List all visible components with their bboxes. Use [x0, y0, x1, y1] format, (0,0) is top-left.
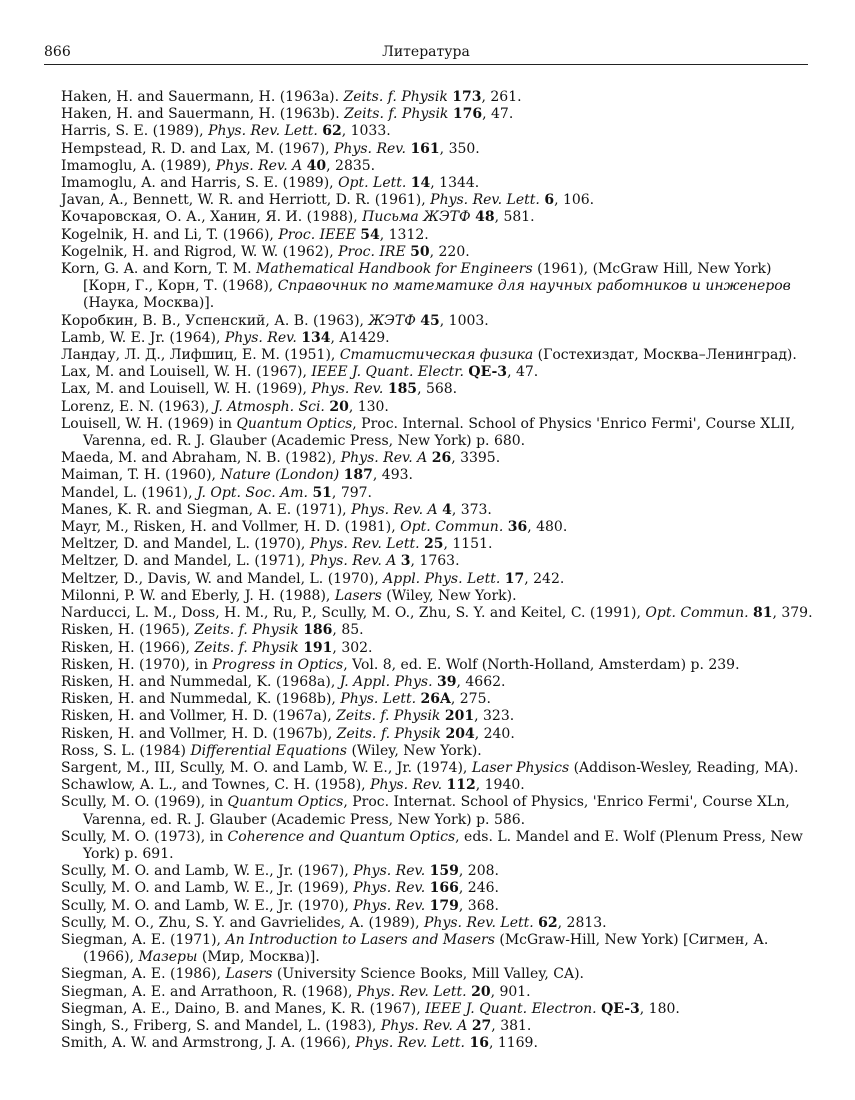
ref-title: Phys. Rev.	[334, 140, 406, 157]
ref-text: , 4662.	[456, 673, 506, 690]
ref-text: , 368.	[458, 897, 499, 914]
reference-entry	[61, 622, 813, 639]
ref-title: Письма ЖЭТФ	[362, 209, 471, 226]
ref-title: Phys. Lett.	[340, 691, 417, 708]
ref-title: Zeits. f. Physik	[336, 708, 441, 725]
ref-title: Phys. Rev.	[370, 777, 443, 794]
ref-text: Risken, H. (1970), in	[61, 656, 213, 673]
ref-title: Zeits. f. Physik	[343, 89, 448, 105]
ref-text: , 246.	[458, 880, 499, 897]
ref-title: Quantum Optics	[227, 794, 344, 811]
ref-volume: 204	[445, 725, 475, 742]
ref-text: , Proc. Internat. School of Physics, 'Enrico Fermi', Course XLn, Varenna, ed. R. J. Glauber (Academic Press, New York) p. 586.	[83, 794, 790, 828]
reference-entry	[61, 898, 813, 915]
reference-entry	[61, 794, 813, 828]
ref-volume: 3	[400, 553, 411, 570]
ref-volume: 201	[444, 708, 475, 725]
ref-volume: 39	[437, 673, 457, 690]
ref-title: Mathematical Handbook for Engineers	[256, 261, 533, 278]
reference-entry	[61, 485, 813, 502]
ref-text: , 379.	[772, 605, 813, 622]
reference-entry	[61, 1018, 813, 1035]
ref-title: Opt. Commun.	[400, 519, 504, 536]
ref-text: , 797.	[331, 484, 372, 501]
ref-text: Risken, H. and Nummedal, K. (1968a),	[61, 673, 340, 690]
ref-text: Siegman, A. E., Daino, B. and Manes, K. R. (1967),	[61, 1000, 426, 1017]
ref-title: Phys. Rev. Lett.	[355, 1035, 465, 1052]
reference-entry	[61, 1035, 813, 1052]
ref-title: Phys. Rev.	[353, 880, 426, 897]
reference-entry	[61, 605, 813, 622]
ref-text: , 381.	[491, 1017, 532, 1034]
reference-entry	[61, 467, 813, 484]
ref-volume: QE-3	[601, 1000, 640, 1017]
reference-entry	[61, 502, 813, 519]
ref-text: (Наука, Москва)].	[83, 295, 215, 312]
reference-entry	[61, 657, 813, 674]
reference-entry	[61, 1001, 813, 1018]
reference-entry	[61, 381, 813, 398]
ref-text: , 47.	[507, 364, 539, 381]
ref-volume: 26A	[420, 691, 451, 708]
ref-volume: 20	[471, 983, 491, 1000]
ref-volume: 161	[410, 140, 440, 157]
ref-title: Zeits. f. Physik	[194, 639, 299, 656]
ref-title: Phys. Rev.	[353, 897, 426, 914]
ref-title: IEEE J. Quant. Electr.	[311, 364, 464, 381]
ref-volume: 112	[446, 777, 476, 794]
ref-title: An Introduction to Lasers and Masers	[225, 931, 495, 948]
ref-text: , A1429.	[330, 329, 390, 346]
ref-text: , 1033.	[341, 123, 391, 140]
reference-list	[61, 89, 813, 1052]
ref-text: Risken, H. and Nummedal, K. (1968b),	[61, 691, 341, 708]
ref-title: Proc. IEEE	[278, 226, 356, 243]
ref-text: Kogelnik, H. and Li, T. (1966),	[61, 226, 279, 243]
reference-entry	[61, 416, 813, 450]
ref-text: , 47.	[482, 106, 514, 123]
reference-entry	[61, 777, 813, 794]
reference-entry	[61, 708, 813, 725]
ref-title: IEEE J. Quant. Electron.	[425, 1000, 597, 1017]
ref-text: , 240.	[474, 725, 515, 742]
ref-text: , 323.	[474, 708, 515, 725]
ref-volume: 25	[423, 536, 444, 553]
ref-title: Zeits. f. Physik	[344, 106, 449, 123]
ref-title: Coherence and Quantum Optics	[227, 828, 456, 845]
ref-text: , 180.	[639, 1000, 680, 1017]
ref-title: Nature (London)	[220, 467, 340, 484]
ref-volume: 54	[360, 226, 380, 243]
ref-volume: 62	[538, 914, 558, 931]
ref-text: , 480.	[527, 519, 568, 536]
ref-title: Lasers	[334, 587, 382, 604]
ref-text: Risken, H. (1966),	[61, 639, 195, 656]
reference-entry	[61, 640, 813, 657]
ref-text: Scully, M. O. and Lamb, W. E., Jr. (1969),	[61, 880, 354, 897]
ref-title: Phys. Rev. A	[351, 501, 438, 518]
ref-title: ЖЭТФ	[368, 312, 416, 329]
ref-title: Phys. Rev. A	[340, 450, 428, 467]
page-header	[44, 40, 808, 65]
reference-entry	[61, 726, 813, 743]
ref-text: , 1344.	[430, 175, 480, 192]
ref-text: , 1940.	[475, 777, 525, 794]
ref-text: Meltzer, D. and Mandel, L. (1971),	[61, 553, 310, 570]
ref-text: Lamb, W. E. Jr. (1964),	[61, 329, 225, 346]
reference-entry	[61, 399, 813, 416]
ref-text: Siegman, A. E. (1986),	[61, 966, 226, 983]
ref-text: Mandel, L. (1961),	[61, 484, 197, 501]
ref-title: Phys. Rev.	[353, 863, 426, 880]
ref-text: Коробкин, В. В., Успенский, А. В. (1963),	[61, 312, 369, 329]
reference-entry	[61, 244, 813, 261]
ref-text: Ландау, Л. Д., Лифшиц, Е. М. (1951),	[61, 347, 340, 364]
reference-entry	[61, 553, 813, 570]
ref-volume: 62	[322, 123, 342, 140]
ref-title: Quantum Optics	[236, 415, 353, 432]
reference-entry	[61, 209, 813, 226]
ref-text: , 1151.	[443, 536, 493, 553]
ref-text: Ross, S. L. (1984)	[61, 742, 191, 759]
reference-entry	[61, 106, 813, 123]
reference-entry	[61, 915, 813, 932]
ref-text: , 1763.	[410, 553, 460, 570]
ref-volume: 48	[475, 209, 495, 226]
ref-text: Scully, M. O., Zhu, S. Y. and Gavrielides, A. (1989),	[61, 914, 425, 931]
ref-text: , 106.	[554, 192, 595, 209]
ref-text: , 275.	[450, 691, 491, 708]
ref-title: Appl. Phys. Lett.	[383, 570, 501, 587]
reference-entry	[61, 158, 813, 175]
ref-text: , 1312.	[379, 226, 429, 243]
ref-title: Мазеры	[138, 949, 198, 966]
ref-title: Phys. Rev. A	[380, 1017, 468, 1034]
ref-text: Maeda, M. and Abraham, N. B. (1982),	[61, 450, 341, 467]
ref-title: Zeits. f. Physik	[194, 622, 299, 639]
ref-volume: 40	[306, 157, 327, 174]
ref-text: Maiman, T. H. (1960),	[61, 467, 221, 484]
ref-text: , 208.	[458, 863, 499, 880]
running-title: Литература	[382, 44, 470, 60]
reference-entry	[61, 519, 813, 536]
ref-text: Milonni, P. W. and Eberly, J. H. (1988),	[61, 587, 335, 604]
ref-text: (Addison-Wesley, Reading, MA).	[569, 759, 799, 776]
ref-text: Siegman, A. E. (1971),	[61, 931, 226, 948]
ref-text: (Wiley, New York).	[347, 742, 482, 759]
ref-text: (1961), (McGraw Hill, New York) [Корн, Г., Корн, Т. (1968),	[83, 261, 772, 295]
ref-volume: 166	[429, 880, 459, 897]
reference-entry	[61, 347, 813, 364]
ref-text: Narducci, L. M., Doss, H. M., Ru, P., Scully, M. O., Zhu, S. Y. and Keitel, C. (1991),	[61, 605, 646, 622]
ref-volume: 16	[469, 1035, 489, 1052]
ref-text: , 242.	[524, 570, 565, 587]
ref-volume: 134	[301, 329, 331, 346]
ref-text: Imamoglu, A. (1989),	[61, 157, 216, 174]
ref-text: , 373.	[451, 501, 492, 518]
ref-text: Risken, H. and Vollmer, H. D. (1967a),	[61, 708, 337, 725]
ref-volume: 17	[504, 570, 525, 587]
ref-text: , Vol. 8, ed. E. Wolf (North-Holland, Amsterdam) p. 239.	[343, 656, 740, 673]
reference-entry	[61, 192, 813, 209]
ref-text: , 2835.	[326, 157, 376, 174]
reference-entry	[61, 743, 813, 760]
ref-title: Opt. Commun.	[645, 605, 749, 622]
reference-entry	[61, 674, 813, 691]
ref-text: (Мир, Москва)].	[197, 949, 320, 966]
ref-volume: 186	[303, 622, 333, 639]
ref-volume: 51	[312, 484, 332, 501]
reference-entry	[61, 364, 813, 381]
ref-title: Lasers	[225, 966, 273, 983]
ref-text: , 568.	[417, 381, 458, 398]
ref-text: , 3395.	[451, 450, 501, 467]
reference-entry	[61, 571, 813, 588]
ref-text: Louisell, W. H. (1969) in	[61, 415, 237, 432]
ref-volume: 14	[410, 175, 431, 192]
reference-entry	[61, 880, 813, 897]
reference-entry	[61, 966, 813, 983]
ref-volume: 173	[452, 89, 482, 105]
ref-text: Mayr, M., Risken, H. and Vollmer, H. D. (1981),	[61, 519, 401, 536]
ref-volume: 191	[303, 639, 333, 656]
ref-text: Haken, H. and Sauermann, H. (1963b).	[61, 106, 345, 123]
ref-title: Zeits. f. Physik	[336, 725, 442, 742]
reference-entry	[61, 141, 813, 158]
ref-text: (Гостехиздат, Москва–Ленинград).	[533, 347, 797, 364]
ref-title: Phys. Rev.	[311, 381, 384, 398]
ref-title: Phys. Rev. Lett.	[309, 536, 420, 553]
reference-entry	[61, 123, 813, 140]
reference-entry	[61, 691, 813, 708]
ref-text: Meltzer, D. and Mandel, L. (1970),	[61, 536, 310, 553]
ref-text: , Proc. Internal. School of Physics 'Enrico Fermi', Course XLII, Varenna, ed. R. J. Glauber (Academic Press, New York) p. 680.	[83, 415, 796, 450]
reference-entry	[61, 863, 813, 880]
reference-entry	[61, 984, 813, 1001]
ref-title: Phys. Rev. Lett.	[356, 983, 467, 1000]
ref-text: , 493.	[372, 467, 413, 484]
ref-text: , 261.	[481, 89, 522, 105]
ref-text: Scully, M. O. (1973), in	[61, 828, 228, 845]
reference-entry	[61, 588, 813, 605]
ref-title: J. Appl. Phys.	[339, 673, 433, 690]
ref-volume: 50	[410, 243, 430, 260]
reference-entry	[61, 261, 813, 313]
reference-entry	[61, 89, 813, 106]
ref-title: Phys. Rev. A	[215, 157, 303, 174]
page-number: 866	[44, 44, 71, 60]
ref-volume: 4	[442, 501, 452, 518]
ref-text: Korn, G. A. and Korn, T. M.	[61, 261, 257, 278]
ref-text: Scully, M. O. and Lamb, W. E., Jr. (1970),	[61, 897, 354, 914]
reference-entry	[61, 175, 813, 192]
ref-title: Статистическая физика	[339, 347, 534, 364]
reference-entry	[61, 227, 813, 244]
ref-volume: 45	[420, 312, 440, 329]
reference-entry	[61, 829, 813, 863]
ref-text: (University Science Books, Mill Valley, CA).	[272, 966, 585, 983]
ref-text: , 350.	[439, 140, 480, 157]
ref-volume: 26	[431, 450, 452, 467]
reference-entry	[61, 313, 813, 330]
ref-text: Кочаровская, О. А., Ханин, Я. И. (1988),	[61, 209, 363, 226]
ref-title: Opt. Lett.	[338, 175, 407, 192]
ref-text: Scully, M. O. (1969), in	[61, 794, 228, 811]
ref-text: , 302.	[332, 639, 373, 656]
ref-title: Differential Equations	[190, 742, 347, 759]
ref-text: Siegman, A. E. and Arrathoon, R. (1968),	[61, 983, 357, 1000]
ref-text: Meltzer, D., Davis, W. and Mandel, L. (1970),	[61, 570, 384, 587]
ref-text: Javan, A., Bennett, W. R. and Herriott, D. R. (1961),	[61, 192, 431, 209]
ref-title: Phys. Rev. A	[309, 553, 397, 570]
ref-title: J. Opt. Soc. Am.	[196, 484, 308, 501]
reference-entry	[61, 932, 813, 966]
reference-entry	[61, 450, 813, 467]
ref-volume: 187	[343, 467, 373, 484]
ref-volume: 176	[452, 106, 483, 123]
ref-title: Laser Physics	[471, 759, 570, 776]
ref-title: Phys. Rev. Lett.	[208, 123, 318, 140]
ref-title: Phys. Rev. Lett.	[424, 914, 534, 931]
ref-text: Schawlow, A. L., and Townes, C. H. (1958),	[61, 777, 371, 794]
ref-text: Imamoglu, A. and Harris, S. E. (1989),	[61, 175, 339, 192]
ref-text: Kogelnik, H. and Rigrod, W. W. (1962),	[61, 243, 339, 260]
ref-text: , 1169.	[488, 1035, 538, 1052]
reference-entry	[61, 536, 813, 553]
ref-text: Singh, S., Friberg, S. and Mandel, L. (1983),	[61, 1017, 381, 1034]
ref-text: , 85.	[332, 622, 364, 639]
ref-volume: QE-3	[468, 364, 508, 381]
ref-text: , 1003.	[439, 312, 489, 329]
ref-text: , 581.	[494, 209, 535, 226]
ref-text: , 130.	[348, 398, 389, 415]
ref-volume: 20	[329, 398, 349, 415]
ref-text: Risken, H. (1965),	[61, 622, 195, 639]
ref-title: Phys. Rev. Lett.	[430, 192, 540, 209]
ref-volume: 185	[387, 381, 418, 398]
ref-volume: 81	[752, 605, 773, 622]
ref-text: , 901.	[490, 983, 531, 1000]
ref-volume: 36	[507, 519, 528, 536]
ref-title: Справочник по математике для научных работников и инженеров	[277, 278, 791, 295]
ref-text: , eds. L. Mandel and E. Wolf (Plenum Press, New York) p. 691.	[83, 828, 803, 862]
ref-text: Scully, M. O. and Lamb, W. E., Jr. (1967),	[61, 863, 354, 880]
ref-volume: 6	[544, 192, 555, 209]
ref-volume: 179	[429, 897, 459, 914]
ref-title: J. Atmosph. Sci.	[213, 398, 325, 415]
ref-text: , 2813.	[557, 914, 607, 931]
ref-text: Manes, K. R. and Siegman, A. E. (1971),	[61, 501, 352, 518]
ref-volume: 27	[471, 1017, 492, 1034]
ref-text: Sargent, M., III, Scully, M. O. and Lamb, W. E., Jr. (1974),	[61, 759, 472, 776]
ref-text: Lax, M. and Louisell, W. H. (1967),	[61, 364, 312, 381]
ref-volume: 159	[429, 863, 459, 880]
ref-text: Haken, H. and Sauermann, H. (1963a).	[61, 89, 344, 105]
ref-text: Lax, M. and Louisell, W. H. (1969),	[61, 381, 312, 398]
reference-entry	[61, 330, 813, 347]
ref-text: Lorenz, E. N. (1963),	[61, 398, 214, 415]
ref-title: Phys. Rev.	[224, 329, 297, 346]
ref-text: Hempstead, R. D. and Lax, M. (1967),	[61, 140, 335, 157]
ref-text: (McGraw-Hill, New York) [Сигмен, А. (1966),	[83, 931, 769, 966]
ref-title: Progress in Optics	[212, 656, 344, 673]
ref-text: Risken, H. and Vollmer, H. D. (1967b),	[61, 725, 337, 742]
ref-text: , 220.	[429, 243, 470, 260]
ref-title: Proc. IRE	[338, 243, 406, 260]
reference-entry	[61, 760, 813, 777]
ref-text: Smith, A. W. and Armstrong, J. A. (1966),	[61, 1035, 356, 1052]
ref-text: Harris, S. E. (1989),	[61, 123, 209, 140]
ref-text: (Wiley, New York).	[381, 587, 517, 604]
